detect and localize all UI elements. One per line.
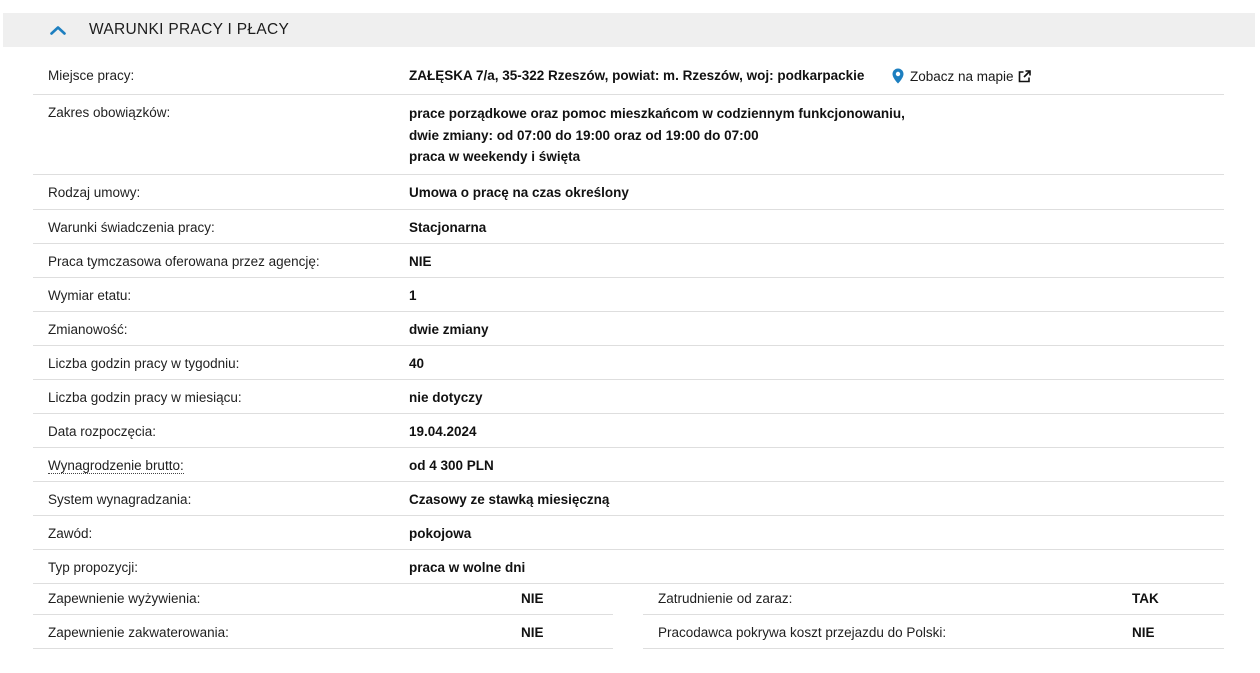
table-row-temp-agency: [33, 244, 1224, 278]
show-on-map-label: Zobacz na mapie: [910, 68, 1014, 84]
gross-salary-label[interactable]: [48, 458, 184, 473]
table-row-duties: [33, 95, 1224, 175]
row-value: NIE: [521, 591, 544, 606]
row-label: Typ propozycji:: [48, 560, 139, 575]
row-label: Liczba godzin pracy w tygodniu:: [48, 356, 240, 371]
external-link-icon: [1018, 70, 1031, 83]
row-label: Zapewnienie wyżywienia:: [48, 591, 201, 606]
row-value: NIE: [409, 254, 432, 269]
row-label: Zakres obowiązków:: [48, 105, 171, 120]
table-row-monthly-hours: [33, 380, 1224, 414]
table-row-meals: [33, 581, 613, 615]
section-title: WARUNKI PRACY I PŁACY: [89, 21, 290, 38]
row-value: NIE: [521, 625, 544, 640]
row-value: TAK: [1132, 591, 1159, 606]
table-row-contract-type: [33, 175, 1224, 210]
row-label: Zmianowość:: [48, 322, 128, 337]
section-header[interactable]: [3, 13, 1255, 47]
duties-line: praca w weekendy i święta: [409, 149, 581, 164]
table-row-workplace: [33, 58, 1224, 95]
chevron-up-icon[interactable]: [39, 13, 77, 47]
row-label: Zatrudnienie od zaraz:: [658, 591, 793, 606]
row-value: 19.04.2024: [409, 424, 477, 439]
map-pin-icon: [892, 68, 904, 84]
benefits-grid: [33, 581, 1224, 651]
row-label: Data rozpoczęcia:: [48, 424, 157, 439]
row-label: System wynagradzania:: [48, 492, 192, 507]
table-row-start-date: [33, 414, 1224, 448]
table-row-immediate-hire: [643, 581, 1224, 615]
table-row-occupation: [33, 516, 1224, 550]
row-value: Czasowy ze stawką miesięczną: [409, 492, 610, 507]
table-row-weekly-hours: [33, 346, 1224, 380]
row-label: Miejsce pracy:: [48, 68, 135, 83]
row-value: od 4 300 PLN: [409, 458, 494, 473]
row-value: NIE: [1132, 625, 1155, 640]
row-label: Wymiar etatu:: [48, 288, 132, 303]
table-row-offer-type: [33, 550, 1224, 584]
row-label: Liczba godzin pracy w miesiącu:: [48, 390, 242, 405]
row-label: Pracodawca pokrywa koszt przejazdu do Polski:: [658, 625, 947, 640]
row-label: Warunki świadczenia pracy:: [48, 220, 215, 235]
row-value: Umowa o pracę na czas określony: [409, 185, 629, 200]
row-value: pokojowa: [409, 526, 472, 541]
duties-line: prace porządkowe oraz pomoc mieszkańcom w codziennym funkcjonowaniu,: [409, 106, 905, 121]
row-label: Zawód:: [48, 526, 93, 541]
table-row-travel-costs: [643, 615, 1224, 649]
row-label: Rodzaj umowy:: [48, 185, 141, 200]
row-value: nie dotyczy: [409, 390, 483, 405]
row-value: Stacjonarna: [409, 220, 487, 235]
row-value: [409, 103, 905, 168]
duties-line: dwie zmiany: od 07:00 do 19:00 oraz od 19:00 do 07:00: [409, 127, 759, 143]
details-table: [33, 58, 1224, 584]
row-value: ZAŁĘSKA 7/a, 35-322 Rzeszów, powiat: m. Rzeszów, woj: podkarpackie: [409, 68, 865, 83]
table-row-pay-system: [33, 482, 1224, 516]
row-label: Zapewnienie zakwaterowania:: [48, 625, 229, 640]
row-value: dwie zmiany: [409, 322, 489, 337]
table-row-shifts: [33, 312, 1224, 346]
table-row-fte: [33, 278, 1224, 312]
row-value: 1: [409, 288, 417, 303]
gross-salary-tooltip-trigger[interactable]: Wynagrodzenie brutto:: [48, 458, 184, 473]
show-on-map-link[interactable]: [892, 68, 1031, 84]
row-value: praca w wolne dni: [409, 560, 526, 575]
table-row-gross-salary: [33, 448, 1224, 482]
table-row-work-mode: [33, 210, 1224, 244]
row-value: 40: [409, 356, 425, 371]
table-row-accommodation: [33, 615, 613, 649]
row-label: Praca tymczasowa oferowana przez agencję:: [48, 254, 320, 269]
